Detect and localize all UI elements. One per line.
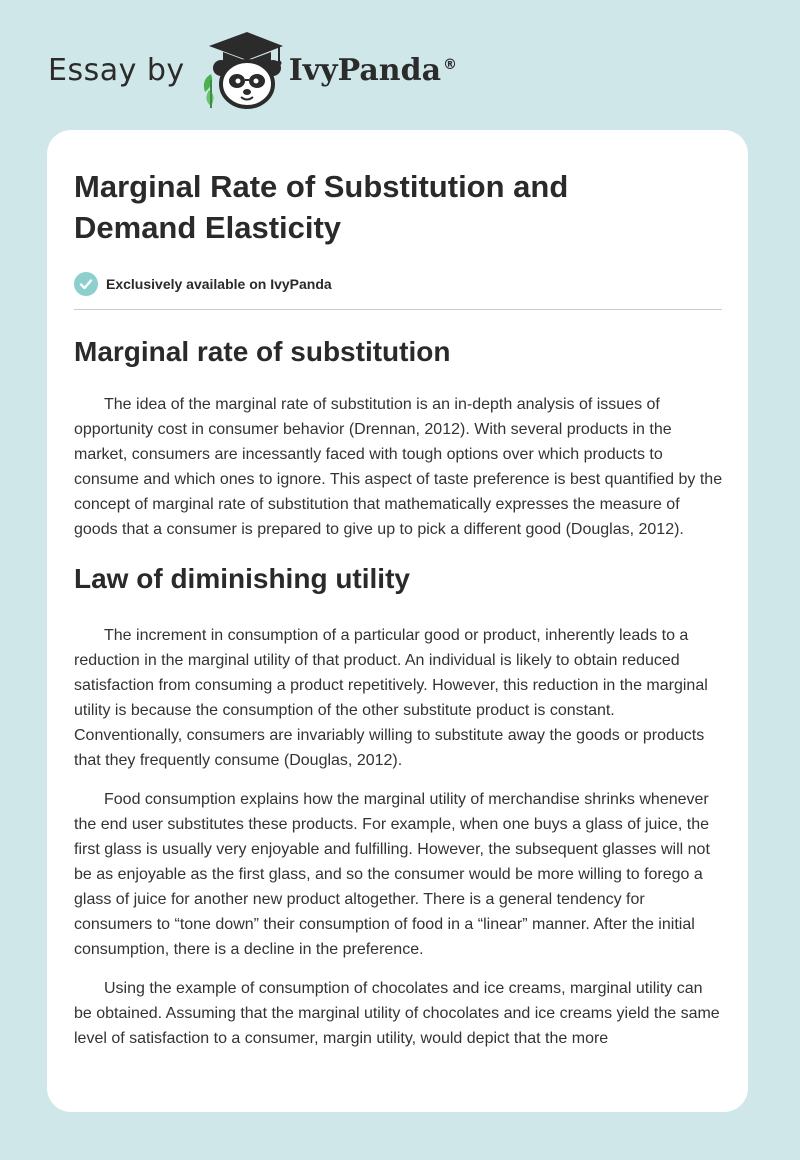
brand-header — [48, 30, 457, 110]
exclusive-badge-text: Exclusively available on IvyPanda — [106, 276, 332, 292]
divider — [74, 309, 722, 310]
paragraph: The idea of the marginal rate of substitution is an in-depth analysis of issues of opportunity cost in consumer behavior (Drennan, 2012). With several products in the market, consumers are incessantly faced with tough options over which products to consume and which ones to ignore. This aspect of taste preference is best quantified by the concept of marginal rate of substitution that mathematically expresses the measure of goods that a consumer is prepared to give up to pick a different good (Douglas, 2012). — [74, 396, 723, 538]
brand-prefix: Essay by — [48, 52, 185, 88]
section-diminishing-utility — [74, 559, 721, 1051]
check-icon — [74, 272, 98, 296]
panda-graduate-icon[interactable] — [199, 30, 283, 110]
exclusive-badge — [74, 272, 721, 296]
registered-mark: ® — [443, 56, 458, 73]
essay-title: Marginal Rate of Substitution and Demand Elasticity — [74, 169, 569, 245]
section-heading: Marginal rate of substitution — [74, 336, 451, 367]
brand-name[interactable]: IvyPanda ® — [288, 52, 458, 88]
section-marginal-rate — [74, 332, 721, 542]
section-heading: Law of diminishing utility — [74, 563, 410, 594]
essay-card — [47, 130, 748, 1112]
paragraph: Using the example of consumption of chocolates and ice creams, marginal utility can be obtained. Assuming that the marginal utility of chocolates and ice creams yield the same level of satisfaction to a consumer, margin utility, would depict that the more — [74, 980, 720, 1047]
paragraph: The increment in consumption of a particular good or product, inherently leads to a reduction in the marginal utility of that product. An individual is likely to obtain reduced satisfaction from consuming a product repetitively. However, this reduction in the marginal utility is because the consumption of the other substitute product is constant. Conventionally, consumers are invariably willing to substitute away the goods or products that they frequently consume (Douglas, 2012). — [74, 627, 708, 769]
paragraph: Food consumption explains how the marginal utility of merchandise shrinks whenever the end user substitutes these products. For example, when one buys a glass of juice, the first glass is usually very enjoyable and fulfilling. However, the subsequent glasses will not be as enjoyable as the first glass, and so the consumer would be more willing to forego a glass of juice for another new product altogether. There is a general tendency for consumers to “tone down” their consumption of food in a “linear” manner. After the initial consumption, there is a decline in the preference. — [74, 791, 710, 958]
